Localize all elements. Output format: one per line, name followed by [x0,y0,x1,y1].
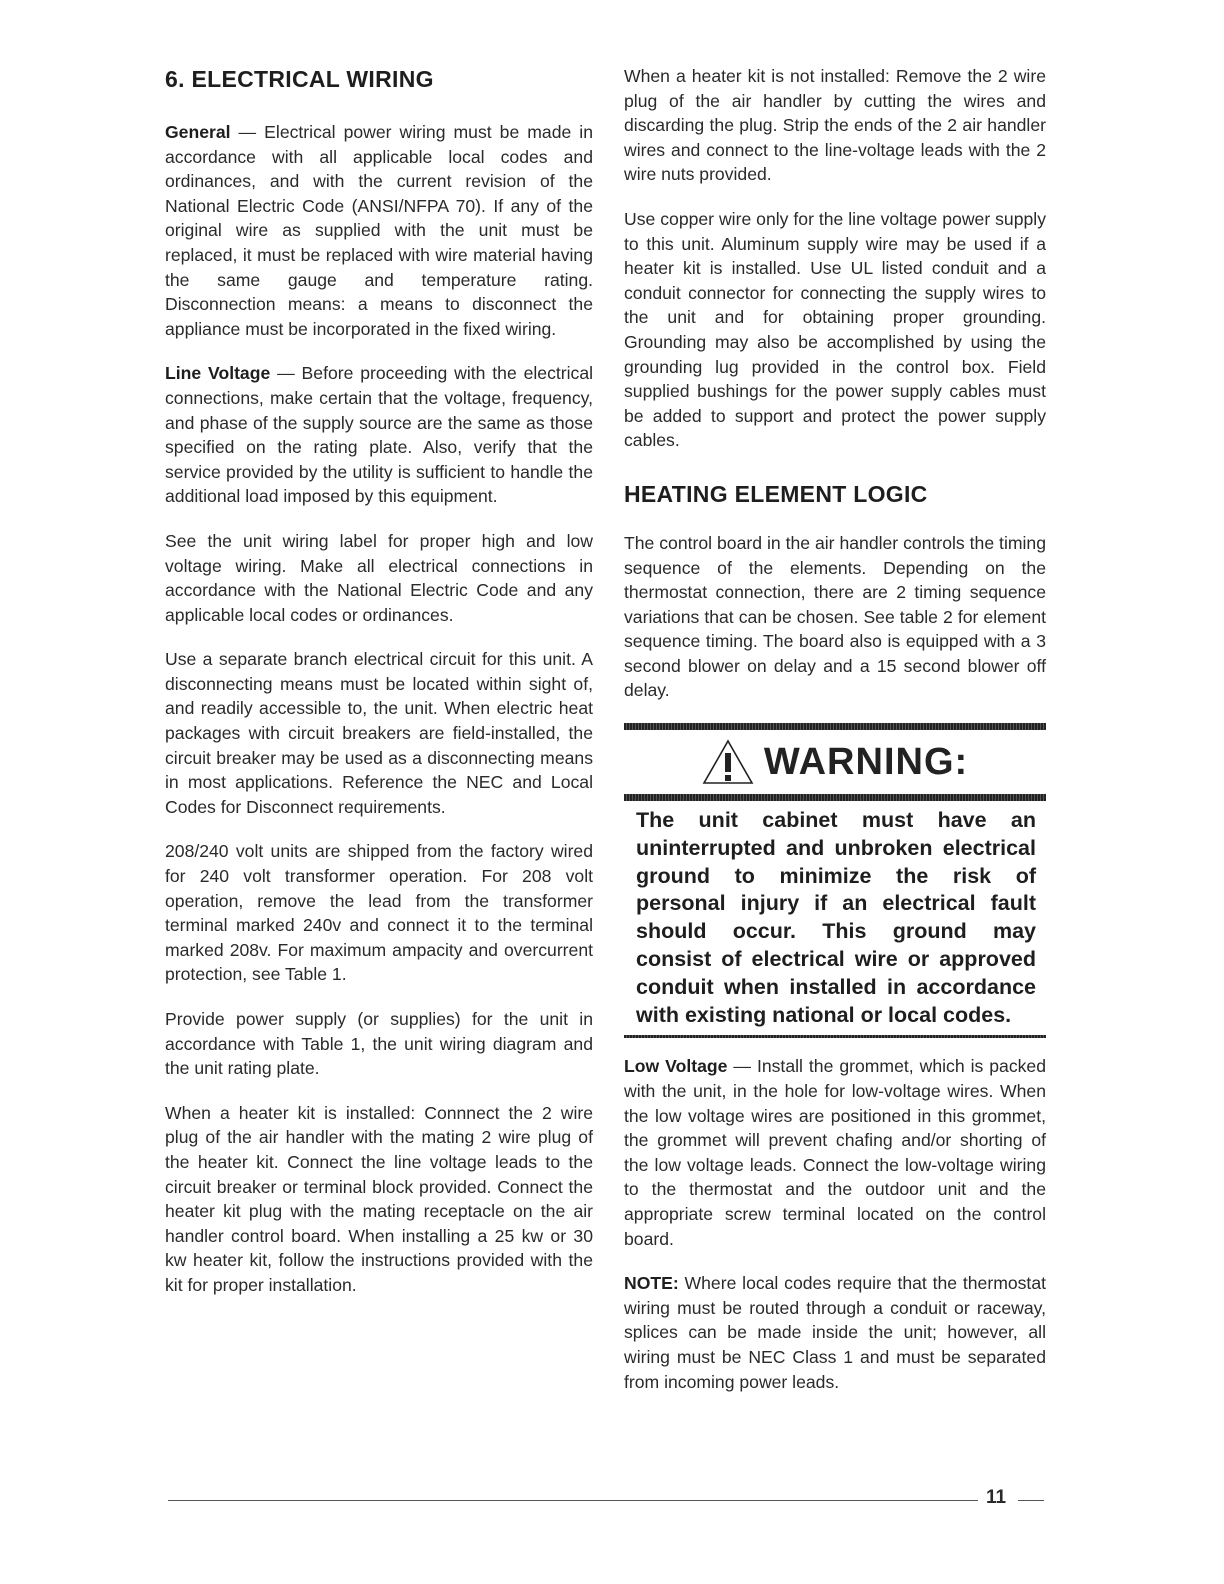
warning-box [624,723,1046,1038]
paragraph-text: — Before proceeding with the electrical connections, make certain that the voltage, frequency, and phase of the supply source are the same as those specified on the rating plate. Also, verify that the service provided by the utility is sufficient to handle the additional load imposed by this equipment. [165,363,594,507]
paragraph-text: — Install the grommet, which is packed with the unit, in the hole for low-voltage wires. When the low voltage wires are positioned in this grommet, the grommet will prevent chafing and/or shorting of the low voltage leads. Connect the low-voltage wiring to the thermostat and the outdoor unit and the appropriate screw terminal located on the control board. [624,1056,1046,1249]
paragraph: The control board in the air handler controls the timing sequence of the elements. Depending on the thermostat connection, there are 2 timing sequence variations that can be chosen. See table 2 for element sequence timing. The board also is equipped with a 3 second blower on delay and a 15 second blower off delay. [624,532,1046,701]
warning-triangle-icon [702,739,754,785]
paragraph-lead: NOTE: [624,1273,679,1294]
section-title: 6. ELECTRICAL WIRING [165,66,434,92]
paragraph: Provide power supply (or supplies) for the unit in accordance with Table 1, the unit wiring diagram and the unit rating plate. [165,1009,593,1079]
paragraph: Use a separate branch electrical circuit for this unit. A disconnecting means must be located within sight of, and readily accessible to, the unit. When electric heat packages with circuit breakers are field-installed, the circuit breaker may be used as a disconnecting means in most applications. Reference the NEC and Local Codes for Disconnect requirements. [165,649,593,817]
footer-rule [1018,1500,1044,1501]
paragraph: See the unit wiring label for proper high and low voltage wiring. Make all electrical connections in accordance with the National Electric Code and any applicable local codes or ordinances. [165,530,593,625]
left-column [165,64,593,1318]
paragraph-low-voltage [624,1054,1046,1251]
paragraph-lead: General [165,122,231,142]
paragraph-general [165,120,593,341]
paragraph-text: Where local codes require that the thermostat wiring must be routed through a conduit or raceway, splices can be made inside the unit; however, all wiring must be NEC Class 1 and must be separated from incoming power leads. [624,1273,1046,1392]
paragraph: When a heater kit is not installed: Remove the 2 wire plug of the air handler by cutting the wires and discarding the plug. Strip the ends of the 2 air handler wires and connect to the line-voltage leads with the 2 wire nuts provided. [624,66,1046,185]
divider [624,723,1046,730]
right-column [624,64,1046,1414]
paragraph-note [624,1271,1046,1394]
paragraph-lead: Low Voltage [624,1056,728,1077]
low-voltage-section [624,1054,1046,1394]
warning-title: WARNING: [763,740,969,783]
heating-element-heading: HEATING ELEMENT LOGIC [624,480,928,507]
paragraph-text: — Electrical power wiring must be made in accordance with all applicable local codes and ordinances, and with the current revision of the National Electric Code (ANSI/NFPA 70). If any of the original wire as supplied with the unit must be replaced, it must be replaced with wire material having the same gauge and temperature rating. Disconnection means: a means to disconnect the appliance must be incorporated in the fixed wiring. [165,122,593,339]
divider [624,1035,1046,1038]
paragraph: When a heater kit is installed: Connnect the 2 wire plug of the air handler with the mating 2 wire plug of the heater kit. Connect the line voltage leads to the circuit breaker or terminal block provided. Connect the heater kit plug with the mating receptacle on the air handler control board. When installing a 25 kw or 30 kw heater kit, follow the instructions provided with the kit for proper installation. [165,1102,593,1295]
warning-text: The unit cabinet must have an uninterrupted and unbroken electrical ground to minimize the risk of personal injury if an electrical fault should occur. This ground may consist of electrical wire or approved conduit when installed in accordance with existing national or local codes. [636,808,1036,1027]
divider [624,794,1046,801]
page-number: 11 [986,1487,1007,1508]
warning-header [624,730,1046,794]
paragraph-line-voltage [165,361,593,509]
footer-rule [168,1500,978,1501]
paragraph: 208/240 volt units are shipped from the factory wired for 240 volt transformer operation. For 208 volt operation, remove the lead from the transformer terminal marked 240v and connect it to the terminal marked 208v. For maximum ampacity and overcurrent protection, see Table 1. [165,841,593,985]
paragraph: Use copper wire only for the line voltage power supply to this unit. Aluminum supply wire may be used if a heater kit is installed. Use UL listed conduit and a conduit connector for connecting the supply wires to the unit and for obtaining proper grounding. Grounding may also be accomplished by using the grounding lug provided in the control box. Field supplied bushings for the power supply cables must be added to support and protect the power supply cables. [624,208,1046,451]
paragraph-lead: Line Voltage [165,363,271,384]
page-footer [168,1487,1044,1508]
